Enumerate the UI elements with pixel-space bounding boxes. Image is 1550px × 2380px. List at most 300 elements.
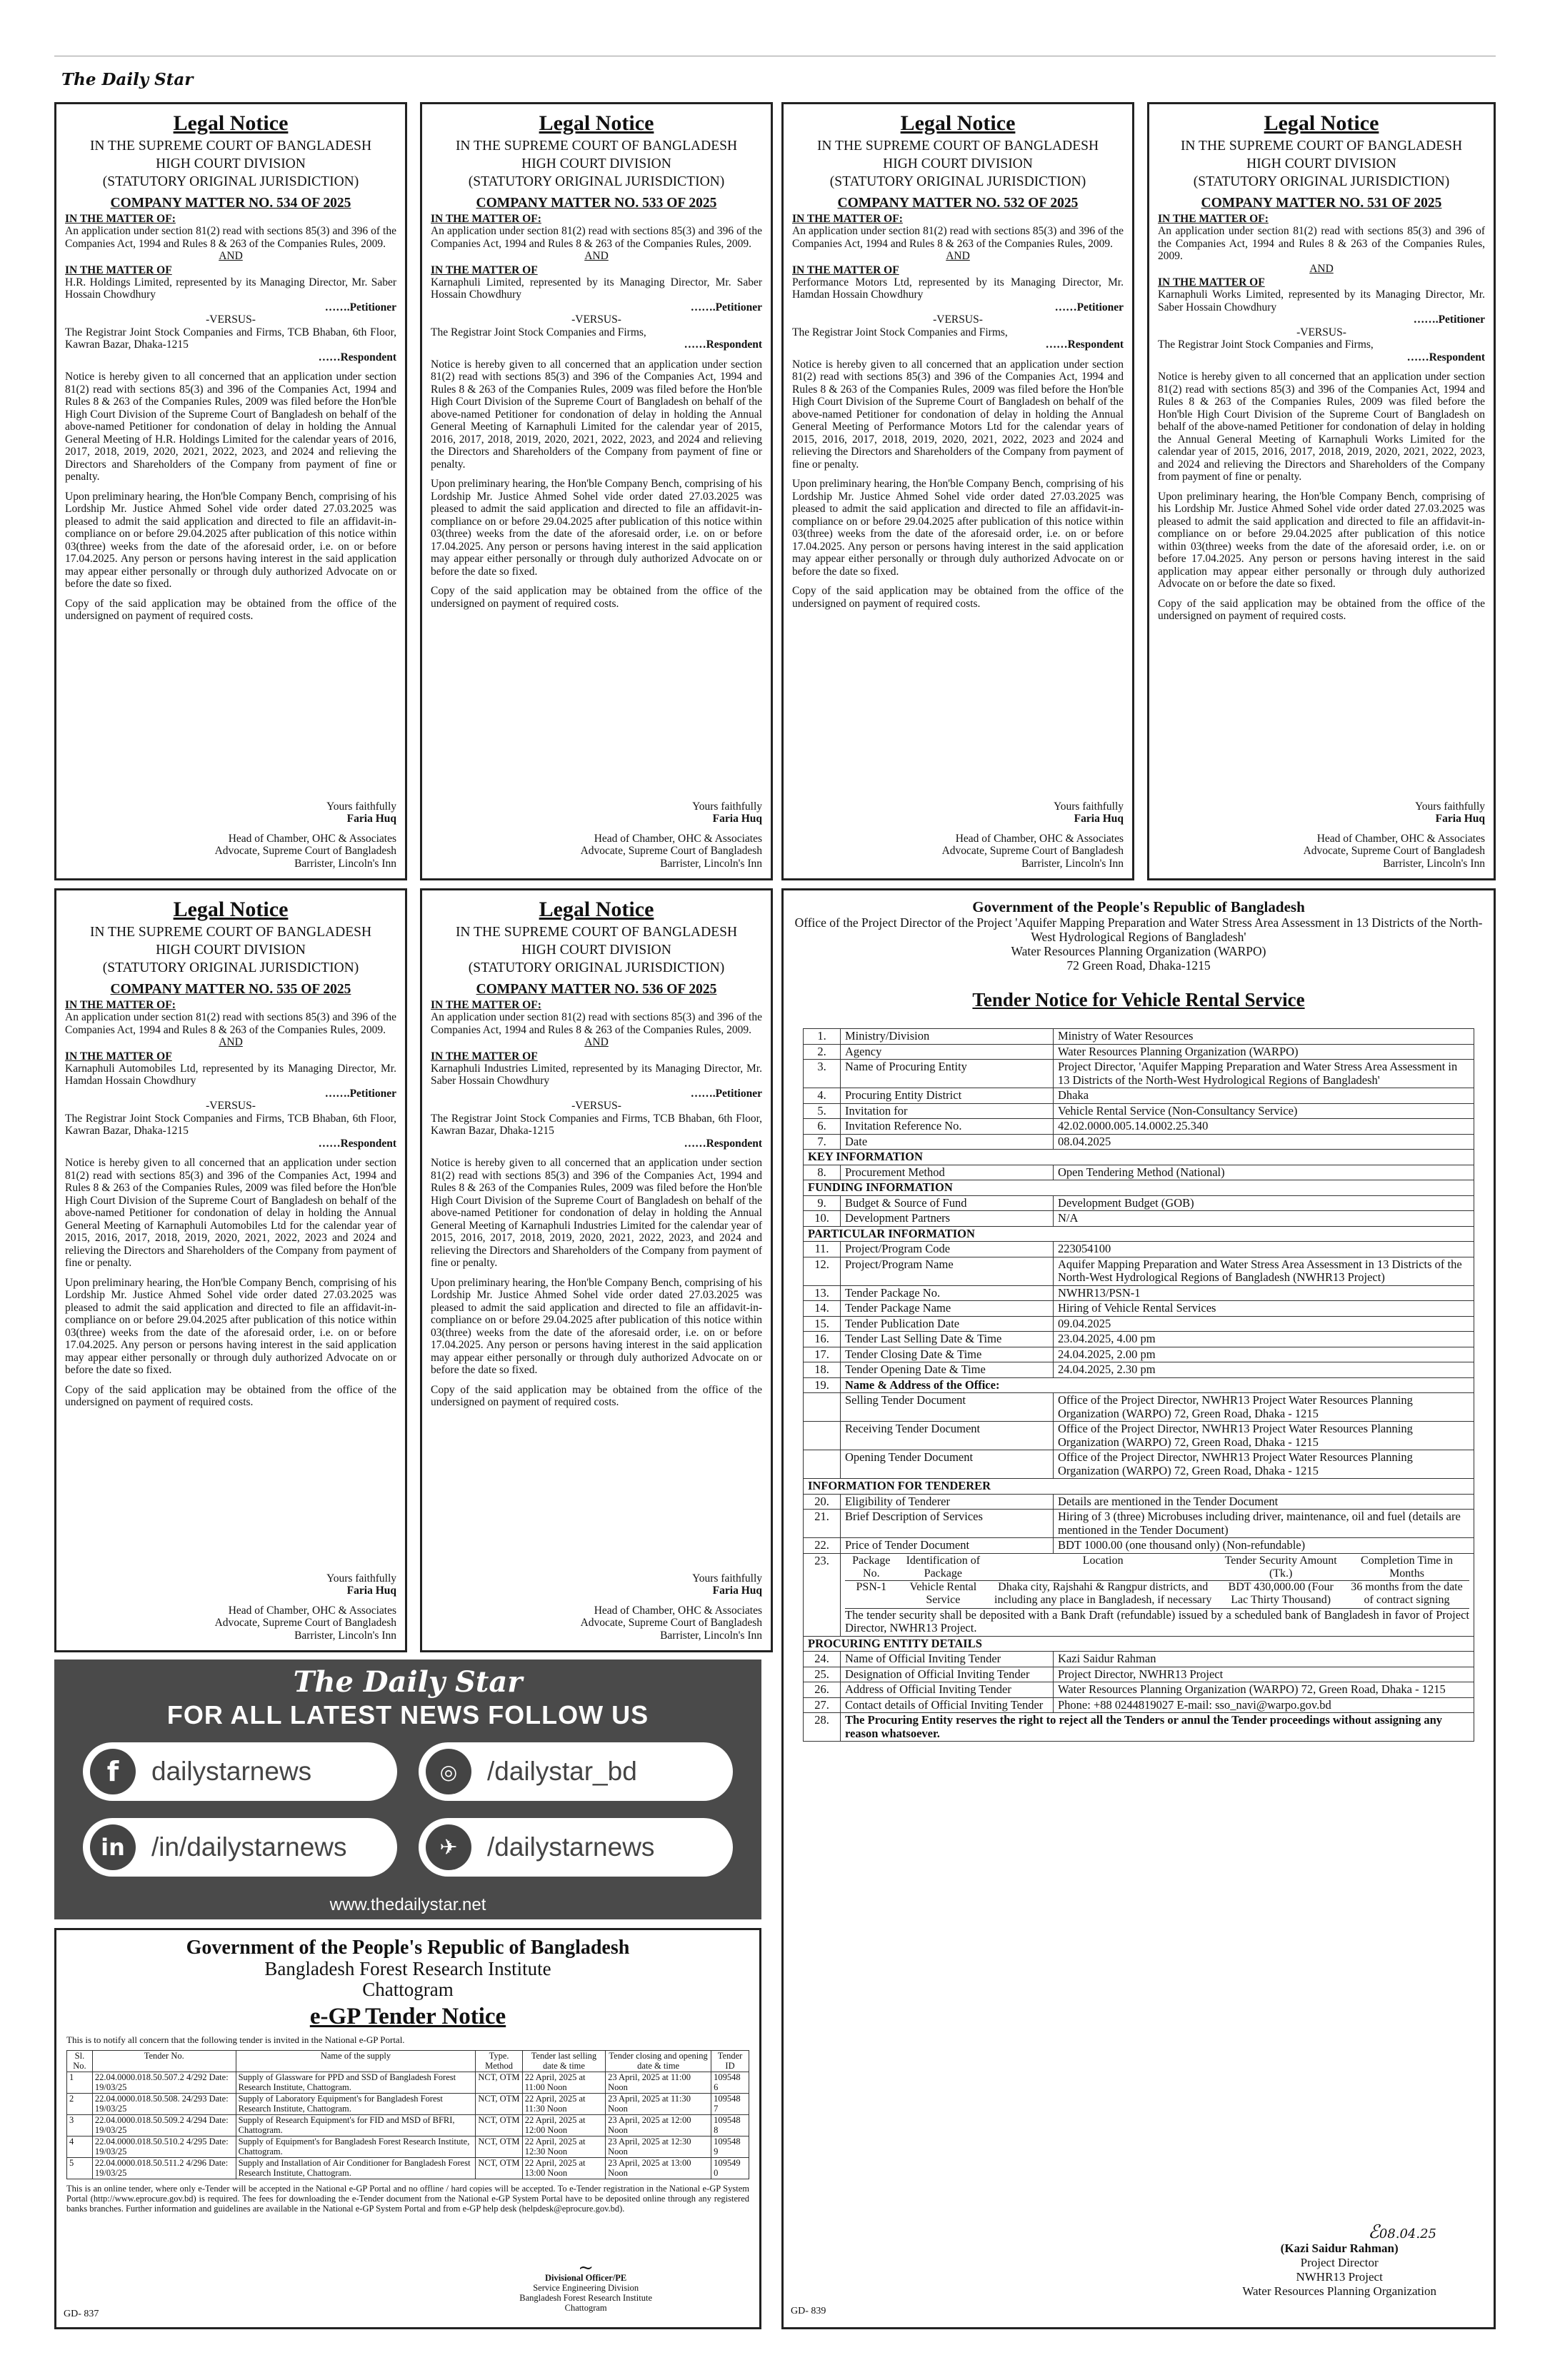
court-line: HIGH COURT DIVISION (1246, 156, 1396, 171)
versus-text: -VERSUS- (571, 313, 621, 326)
row-label: Invitation for (841, 1103, 1054, 1119)
row-number: 28. (804, 1713, 841, 1742)
spacer (1158, 363, 1485, 371)
package-header: Tender Security Amount (Tk.) (1217, 1555, 1344, 1581)
egp-cell: 23 April, 2025 at 12:30 Noon (606, 2137, 711, 2158)
row-number: 8. (804, 1165, 841, 1180)
row-number: 24. (804, 1652, 841, 1667)
signer-line: Head of Chamber, OHC & Associates (228, 1604, 396, 1617)
sign-line: Project Director (1300, 2256, 1379, 2269)
row-number: 1. (804, 1029, 841, 1045)
legal-notice-title: Legal Notice (1264, 111, 1379, 135)
tender-row (804, 1088, 1474, 1104)
row-label: Tender Last Selling Date & Time (841, 1332, 1054, 1347)
sign-line: NWHR13 Project (1296, 2270, 1383, 2284)
versus-text: -VERSUS- (933, 313, 983, 326)
and-text: AND (584, 250, 609, 262)
court-line: IN THE SUPREME COURT OF BANGLADESH (1180, 139, 1463, 154)
and-text: AND (219, 1036, 243, 1048)
row-number: 5. (804, 1103, 841, 1119)
egp-cell: 22.04.0000.018.50.511.2 4/296 Date: 19/03/25 (92, 2158, 236, 2179)
row-value: BDT 1000.00 (one thousand only) (Non-refundable) (1054, 1538, 1474, 1554)
spacer (581, 1597, 762, 1605)
spacer (1158, 591, 1485, 598)
row-value: Project Director, 'Aquifer Mapping Preparation and Water Stress Area Assessment in 13 Districts of the North-West Hydrological Regions of Bangladesh' (1054, 1060, 1474, 1088)
section-heading: INFORMATION FOR TENDERER (804, 1479, 1474, 1495)
respondent-label: ……Respondent (684, 338, 762, 351)
row-value: Project Director, NWHR13 Project (1054, 1667, 1474, 1682)
legal-notice (54, 102, 407, 880)
tender-office: Office of the Project Director of the Project 'Aquifer Mapping Preparation and Water Stress Area Assessment in 13 Districts of the North-West Hydrological Regions of Bangladesh' (794, 915, 1483, 944)
package-row (845, 1580, 1469, 1607)
egp-header-cell: Name of the supply (236, 2051, 476, 2072)
tender-row (804, 1553, 1474, 1636)
spacer (792, 471, 1124, 478)
in-matter-heading: IN THE MATTER OF: (65, 213, 176, 225)
yours-faithfully: Yours faithfully (1415, 800, 1485, 813)
signer-line: Head of Chamber, OHC & Associates (955, 832, 1124, 845)
respondent-label: ……Respondent (684, 1137, 762, 1150)
row-label: Procurement Method (841, 1165, 1054, 1180)
court-line: IN THE SUPREME COURT OF BANGLADESH (816, 139, 1099, 154)
egp-cell: 22.04.0000.018.50.507.2 4/292 Date: 19/03/25 (92, 2072, 236, 2094)
row-number: 7. (804, 1134, 841, 1150)
facebook-icon: f (90, 1749, 136, 1794)
section-heading: PROCURING ENTITY DETAILS (804, 1636, 1474, 1652)
egp-cell: Supply of Glassware for PPD and SSD of Bangladesh Forest Research Institute, Chattogram. (236, 2072, 476, 2094)
row-value: 08.04.2025 (1054, 1134, 1474, 1150)
legal-signature (215, 800, 396, 870)
tender-row (804, 1316, 1474, 1332)
egp-cell: 22.04.0000.018.50.508. 24/293 Date: 19/03/25 (92, 2094, 236, 2115)
row-label: Tender Opening Date & Time (841, 1362, 1054, 1378)
signer-line: Advocate, Supreme Court of Bangladesh (214, 1617, 396, 1629)
signature-mark: ℰ08.04.25 (1368, 2221, 1436, 2243)
court-line: IN THE SUPREME COURT OF BANGLADESH (89, 925, 372, 940)
legal-signature (942, 800, 1124, 870)
tender-row (804, 1044, 1474, 1060)
egp-cell: 109548 7 (711, 2094, 749, 2115)
petitioner-text: Karnaphuli Limited, represented by its Managing Director, Mr. Saber Hossain Chowdhury (431, 276, 762, 301)
petitioner-text: Karnaphuli Industries Limited, represented by its Managing Director, Mr. Saber Hossain Chowdhury (431, 1062, 762, 1087)
respondent-label: ……Respondent (1406, 351, 1485, 363)
promo-logo: The Daily Star (293, 1665, 523, 1699)
section-row (804, 1180, 1474, 1196)
legal-signature (215, 1572, 396, 1642)
egp-header-cell: Sl. No. (67, 2051, 93, 2072)
legal-notice (1147, 102, 1496, 880)
tender-row (804, 1029, 1474, 1045)
row-number: 9. (804, 1195, 841, 1211)
egp-cell: 23 April, 2025 at 11:00 Noon (606, 2072, 711, 2094)
spacer (942, 825, 1124, 833)
row-number: 23. (804, 1553, 841, 1636)
row-number: 2. (804, 1044, 841, 1060)
spacer (1158, 483, 1485, 491)
egp-row (67, 2115, 749, 2137)
row-label: Name of Procuring Entity (841, 1060, 1054, 1088)
copy-paragraph: Copy of the said application may be obtained from the office of the undersigned on payment of required costs. (65, 597, 396, 622)
respondent-text: The Registrar Joint Stock Companies and Firms, TCB Bhaban, 6th Floor, Kawran Bazar, Dhaka-1215 (431, 1112, 762, 1137)
yours-faithfully: Yours faithfully (692, 800, 762, 813)
signer-line: Advocate, Supreme Court of Bangladesh (941, 845, 1124, 857)
blank-cell (804, 1422, 841, 1450)
twitter-link[interactable] (419, 1818, 733, 1877)
egp-sign-line: Bangladesh Forest Research Institute (519, 2293, 652, 2303)
twitter-handle: /dailystarnews (487, 1832, 655, 1862)
tender-row (804, 1242, 1474, 1257)
office-row (804, 1393, 1474, 1422)
signer-line: Advocate, Supreme Court of Bangladesh (1303, 845, 1485, 857)
spacer (431, 471, 762, 478)
daily-star-promo (54, 1660, 761, 1919)
court-line: HIGH COURT DIVISION (156, 943, 306, 958)
office-label: Opening Tender Document (841, 1450, 1054, 1479)
instagram-icon: ◎ (426, 1749, 471, 1794)
yours-faithfully: Yours faithfully (326, 1572, 396, 1585)
signer-line: Advocate, Supreme Court of Bangladesh (580, 1617, 762, 1629)
respondent-text: The Registrar Joint Stock Companies and Firms, (792, 326, 1008, 338)
signer-line: Barrister, Lincoln's Inn (1021, 857, 1124, 870)
egp-cell: 23 April, 2025 at 13:00 Noon (606, 2158, 711, 2179)
legal-signature (1304, 800, 1485, 870)
spacer (65, 1150, 396, 1157)
row-value: 223054100 (1054, 1242, 1474, 1257)
court-line: IN THE SUPREME COURT OF BANGLADESH (89, 139, 372, 154)
tender-row (804, 1667, 1474, 1682)
versus-text: -VERSUS- (206, 1100, 256, 1112)
petitioner-text: Performance Motors Ltd, represented by its Managing Director, Mr. Hamdan Hossain Chowdhury (792, 276, 1124, 301)
and-text: AND (946, 250, 970, 262)
notice-paragraph: Notice is hereby given to all concerned that an application under section 81(2) read with sections 85(3) and 396 of the Companies Act, 1994 and Rules 8 & 263 of the Companies Rules, 2009 was filed before the Hon'ble High Court Division of the Supreme Court of Bangladesh on behalf of the above-named Petitioner for condonation of delay in holding the Annual General Meeting of Karnaphuli Automobiles Ltd for the calendar year of 2015, 2016, 2017, 2018, 2019, 2020, 2021, 2022, 2023 and 2024 and relieving the Directors and Shareholders of the Company from payment of fine or penalty. (65, 1157, 396, 1269)
in-matter-heading: IN THE MATTER OF (792, 263, 899, 276)
spacer (431, 1377, 762, 1384)
spacer (792, 351, 1124, 358)
court-line: HIGH COURT DIVISION (156, 156, 306, 171)
package-header: Identification of Package (898, 1555, 989, 1581)
egp-signature (519, 2257, 652, 2313)
legal-signature (581, 1572, 762, 1642)
facebook-handle: dailystarnews (151, 1757, 312, 1786)
office-value: Office of the Project Director, NWHR13 Project Water Resources Planning Organization (WARPO) 72, Green Road, Dhaka - 1215 (1054, 1422, 1474, 1450)
copy-paragraph: Copy of the said application may be obtained from the office of the undersigned on payment of required costs. (431, 585, 762, 610)
row-number: 6. (804, 1119, 841, 1135)
respondent-text: The Registrar Joint Stock Companies and Firms, TCB Bhaban, 6th Floor, Kawran Bazar, Dhaka-1215 (65, 326, 396, 351)
egp-institute: Bangladesh Forest Research Institute (264, 1958, 551, 1979)
signer-line: Head of Chamber, OHC & Associates (228, 832, 396, 845)
legal-notice-title: Legal Notice (900, 111, 1016, 135)
signer-line: Advocate, Supreme Court of Bangladesh (214, 845, 396, 857)
egp-cell: NCT, OTM (476, 2094, 522, 2115)
promo-headline: FOR ALL LATEST NEWS FOLLOW US (166, 1700, 649, 1729)
hearing-paragraph: Upon preliminary hearing, the Hon'ble Company Bench, comprising of his Lordship Mr. Justice Ahmed Sohel vide order dated 27.03.2025 was pleased to admit the said application and directed to file an affidavit-in-compliance on or before 29.04.2025 after publication of this notice within 03(three) weeks from the date of the aforesaid order, i.e. on or before 17.04.2025. Any person or persons having interest in the said application may appear either personally or through duly authorized Advocate on or before the date so fixed. (65, 1276, 396, 1376)
tender-row (804, 1119, 1474, 1135)
tender-row (804, 1697, 1474, 1713)
row-number: 17. (804, 1347, 841, 1362)
in-matter-heading: IN THE MATTER OF (431, 1050, 538, 1063)
signer-line: Head of Chamber, OHC & Associates (1316, 832, 1485, 845)
egp-cell: 22.04.0000.018.50.509.2 4/294 Date: 19/03/25 (92, 2115, 236, 2137)
notice-paragraph: Notice is hereby given to all concerned that an application under section 81(2) read with sections 85(3) and 396 of the Companies Act, 1994 and Rules 8 & 263 of the Companies Rules, 2009 was filed before the Hon'ble High Court Division of the Supreme Court of Bangladesh on behalf of the above-named Petitioner for condonation of delay in holding the Annual General Meeting of Karnaphuli Limited for the calendar year of 2015, 2016, 2017, 2018, 2019, 2020, 2021, 2022, 2023, and 2024 and relieving the Directors and Shareholders of the Company from payment of fine or penalty. (431, 358, 762, 471)
section-row (804, 1479, 1474, 1495)
masthead-logo: The Daily Star (61, 70, 194, 89)
legal-notice (420, 102, 773, 880)
row-label: Name of Official Inviting Tender (841, 1652, 1054, 1667)
row-label: Tender Package Name (841, 1301, 1054, 1317)
row-number: 4. (804, 1088, 841, 1104)
petitioner-label: …….Petitioner (690, 301, 762, 313)
petitioner-label: …….Petitioner (324, 1087, 396, 1100)
row-label: Ministry/Division (841, 1029, 1054, 1045)
signer-name: Faria Huq (712, 813, 762, 825)
egp-row (67, 2072, 749, 2094)
row-number: 22. (804, 1538, 841, 1554)
reservation-text: The Procuring Entity reserves the right to reject all the Tenders or annul the Tender proceedings without assigning any reason whatsoever. (841, 1713, 1474, 1742)
petitioner-text: Karnaphuli Automobiles Ltd, represented by its Managing Director, Mr. Hamdan Hossain Chowdhury (65, 1062, 396, 1087)
spacer (65, 483, 396, 491)
in-matter-heading: IN THE MATTER OF: (1158, 213, 1269, 225)
respondent-label: ……Respondent (318, 1137, 396, 1150)
egp-sign-line: Chattogram (564, 2303, 607, 2313)
tender-row (804, 1682, 1474, 1698)
application-text: An application under section 81(2) read with sections 85(3) and 396 of the Companies Act, 1994 and Rules 8 & 263 of the Companies Rules, 2009. (792, 225, 1124, 250)
versus-text: -VERSUS- (571, 1100, 621, 1112)
signer-name: Faria Huq (346, 813, 396, 825)
row-label: Procuring Entity District (841, 1088, 1054, 1104)
in-matter-heading: IN THE MATTER OF (431, 263, 538, 276)
signer-line: Barrister, Lincoln's Inn (660, 1629, 762, 1642)
facebook-link[interactable] (83, 1742, 397, 1801)
court-line: (STATUTORY ORIGINAL JURISDICTION) (1193, 174, 1450, 189)
matter-number: COMPANY MATTER NO. 532 OF 2025 (837, 196, 1079, 211)
matter-number: COMPANY MATTER NO. 534 OF 2025 (110, 196, 351, 211)
egp-cell: NCT, OTM (476, 2158, 522, 2179)
tender-row (804, 1285, 1474, 1301)
egp-cell: 22 April, 2025 at 13:00 Noon (522, 2158, 605, 2179)
egp-cell: 22 April, 2025 at 11:30 Noon (522, 2094, 605, 2115)
blank-cell (804, 1450, 841, 1479)
package-cell-value: Dhaka city, Rajshahi & Rangpur districts, and including any place in Bangladesh, if necessary (994, 1580, 1212, 1606)
row-value: Hiring of 3 (three) Microbuses including driver, maintenance, oil and fuel (details are mentioned in the Tender Document) (1054, 1510, 1474, 1538)
tender-row (804, 1510, 1474, 1538)
egp-cell: 109548 8 (711, 2115, 749, 2137)
linkedin-link[interactable] (83, 1818, 397, 1877)
signer-line: Barrister, Lincoln's Inn (294, 857, 396, 870)
package-cell-value: PSN-1 (856, 1580, 887, 1593)
row-number: 14. (804, 1301, 841, 1317)
row-label: Development Partners (841, 1211, 1054, 1227)
matter-number: COMPANY MATTER NO. 533 OF 2025 (476, 196, 717, 211)
row-value: Vehicle Rental Service (Non-Consultancy Service) (1054, 1103, 1474, 1119)
spacer (792, 578, 1124, 585)
sign-name: (Kazi Saidur Rahman) (1280, 2241, 1399, 2255)
row-number: 15. (804, 1316, 841, 1332)
package-note: The tender security shall be deposited with a Bank Draft (refundable) issued by a scheduled bank of Bangladesh in favor of Project Director, NWHR13 Project. (845, 1607, 1469, 1635)
row-label: Tender Closing Date & Time (841, 1347, 1054, 1362)
office-value: Office of the Project Director, NWHR13 Project Water Resources Planning Organization (WARPO) 72, Green Road, Dhaka - 1215 (1054, 1393, 1474, 1422)
egp-cell: NCT, OTM (476, 2115, 522, 2137)
egp-cell: NCT, OTM (476, 2072, 522, 2094)
blank-cell (804, 1393, 841, 1422)
notice-paragraph: Notice is hereby given to all concerned that an application under section 81(2) read with sections 85(3) and 396 of the Companies Act, 1994 and Rules 8 & 263 of the Companies Rules, 2009 was filed before the Hon'ble High Court Division of the Supreme Court of Bangladesh on behalf of the above-named Petitioner for condonation of delay in holding the Annual General Meeting of Performance Motors Ltd for the calendar years of 2015, 2016, 2017, 2018, 2019, 2020, 2021, 2022, 2023 and 2024 and relieving the Directors and Shareholders of the Company from payment of fine or penalty. (792, 358, 1124, 471)
row-value: 24.04.2025, 2.00 pm (1054, 1347, 1474, 1362)
legal-notice (420, 888, 773, 1652)
tender-row (804, 1377, 1474, 1393)
spacer (1304, 825, 1485, 833)
versus-text: -VERSUS- (206, 313, 256, 326)
package-cell-value: 36 months from the date of contract signing (1351, 1580, 1463, 1606)
spacer (431, 351, 762, 358)
petitioner-label: …….Petitioner (690, 1087, 762, 1100)
egp-sign-title: Divisional Officer/PE (545, 2273, 627, 2283)
row-number: 27. (804, 1697, 841, 1713)
section-heading: PARTICULAR INFORMATION (804, 1226, 1474, 1242)
egp-header-cell: Tender last selling date & time (522, 2051, 605, 2072)
signer-line: Barrister, Lincoln's Inn (660, 857, 762, 870)
egp-cell: 22.04.0000.018.50.510.2 4/295 Date: 19/03/25 (92, 2137, 236, 2158)
package-table (845, 1555, 1469, 1607)
in-matter-heading: IN THE MATTER OF (1158, 276, 1265, 288)
egp-header-cell: Tender closing and opening date & time (606, 2051, 711, 2072)
hearing-paragraph: Upon preliminary hearing, the Hon'ble Company Bench, comprising of his Lordship Mr. Justice Ahmed Sohel vide order dated 27.03.2025 was pleased to admit the said application and directed to file an affidavit-in-compliance on or before 29.04.2025 after publication of this notice within 03(three) weeks from the date of the aforesaid order, i.e. on or before 17.04.2025. Any person or persons having interest in the said application may appear either personally or through duly authorized Advocate on or before the date so fixed. (1158, 490, 1485, 590)
package-cell (841, 1553, 1474, 1636)
row-value: Hiring of Vehicle Rental Services (1054, 1301, 1474, 1317)
row-label: Tender Package No. (841, 1285, 1054, 1301)
court-line: HIGH COURT DIVISION (521, 943, 671, 958)
respondent-text: The Registrar Joint Stock Companies and Firms, TCB Bhaban, 6th Floor, Kawran Bazar, Dhaka-1215 (65, 1112, 396, 1137)
row-value: 09.04.2025 (1054, 1316, 1474, 1332)
matter-number: COMPANY MATTER NO. 531 OF 2025 (1201, 196, 1442, 211)
section-heading: KEY INFORMATION (804, 1150, 1474, 1165)
package-header: Location (989, 1555, 1217, 1581)
tender-title: Tender Notice for Vehicle Rental Service (972, 989, 1305, 1010)
row-label: Name & Address of the Office: (841, 1377, 1474, 1393)
copy-paragraph: Copy of the said application may be obtained from the office of the undersigned on payment of required costs. (65, 1383, 396, 1408)
application-text: An application under section 81(2) read with sections 85(3) and 396 of the Companies Act, 1994 and Rules 8 & 263 of the Companies Rules, 2009. (65, 1011, 396, 1036)
versus-text: -VERSUS- (1296, 326, 1346, 338)
tender-row (804, 1362, 1474, 1378)
egp-city: Chattogram (362, 1979, 454, 2000)
tender-row (804, 1165, 1474, 1180)
egp-cell: 109549 0 (711, 2158, 749, 2179)
sign-line: Water Resources Planning Organization (1242, 2284, 1436, 2298)
notice-paragraph: Notice is hereby given to all concerned that an application under section 81(2) read with sections 85(3) and 396 of the Companies Act, 1994 and Rules 8 & 263 of the Companies Rules, 2009 was filed before the Hon'ble High Court Division of the Supreme Court of Bangladesh on behalf of the above-named Petitioner for condonation of delay in holding the Annual General Meeting of Karnaphuli Industries Limited for the calendar year of 2015, 2016, 2017, 2018, 2019, 2020, 2021, 2022, 2023, and 2024 and relieving the Directors and Shareholders of the Company from payment of fine or penalty. (431, 1157, 762, 1269)
legal-notice-title: Legal Notice (173, 898, 289, 921)
spacer (215, 825, 396, 833)
row-value: Kazi Saidur Rahman (1054, 1652, 1474, 1667)
signer-line: Barrister, Lincoln's Inn (1383, 857, 1485, 870)
egp-header-cell: Tender ID (711, 2051, 749, 2072)
tender-address: 72 Green Road, Dhaka-1215 (1066, 958, 1211, 973)
row-label: Invitation Reference No. (841, 1119, 1054, 1135)
office-value: Office of the Project Director, NWHR13 Project Water Resources Planning Organization (WARPO) 72, Green Road, Dhaka - 1215 (1054, 1450, 1474, 1479)
signer-name: Faria Huq (1435, 813, 1485, 825)
spacer (65, 363, 396, 371)
egp-row (67, 2137, 749, 2158)
row-value: Development Budget (GOB) (1054, 1195, 1474, 1211)
legal-signature (581, 800, 762, 870)
copy-paragraph: Copy of the said application may be obtained from the office of the undersigned on payment of required costs. (792, 585, 1124, 610)
hearing-paragraph: Upon preliminary hearing, the Hon'ble Company Bench, comprising of his Lordship Mr. Justice Ahmed Sohel vide order dated 27.03.2025 was pleased to admit the said application and directed to file an affidavit-in-compliance on or before 29.04.2025 after publication of this notice within 03(three) weeks from the date of the aforesaid order, i.e. on or before 17.04.2025. Any person or persons having interest in the said application may appear either personally or through duly authorized Advocate on or before the date so fixed. (431, 478, 762, 578)
tender-row (804, 1134, 1474, 1150)
row-value: Details are mentioned in the Tender Document (1054, 1494, 1474, 1510)
egp-row (67, 2094, 749, 2115)
petitioner-text: H.R. Holdings Limited, represented by its Managing Director, Mr. Saber Hossain Chowdhury (65, 276, 396, 301)
egp-government: Government of the People's Republic of Bangladesh (186, 1937, 630, 1959)
signer-line: Advocate, Supreme Court of Bangladesh (580, 845, 762, 857)
row-label: Designation of Official Inviting Tender (841, 1667, 1054, 1682)
promo-url[interactable]: www.thedailystar.net (329, 1895, 486, 1914)
egp-tender-notice (54, 1928, 761, 2329)
tender-row (804, 1332, 1474, 1347)
respondent-label: ……Respondent (1045, 338, 1124, 351)
tender-table (803, 1028, 1474, 1742)
section-row (804, 1150, 1474, 1165)
court-line: IN THE SUPREME COURT OF BANGLADESH (455, 925, 738, 940)
signer-name: Faria Huq (1074, 813, 1124, 825)
tender-row (804, 1103, 1474, 1119)
spacer (431, 578, 762, 585)
petitioner-label: …….Petitioner (1413, 313, 1485, 326)
egp-cell: 22 April, 2025 at 11:00 Noon (522, 2072, 605, 2094)
office-label: Selling Tender Document (841, 1393, 1054, 1422)
petitioner-text: Karnaphuli Works Limited, represented by its Managing Director, Mr. Saber Hossain Chowdhury (1158, 288, 1485, 313)
court-line: (STATUTORY ORIGINAL JURISDICTION) (102, 960, 359, 975)
egp-cell: Supply of Research Equipment's for FID and MSD of BFRI, Chattogram. (236, 2115, 476, 2137)
egp-table (66, 2050, 749, 2179)
egp-title: e-GP Tender Notice (309, 2004, 506, 2029)
row-label: Date (841, 1134, 1054, 1150)
signer-name: Faria Huq (712, 1585, 762, 1597)
and-text: AND (219, 250, 243, 262)
court-line: (STATUTORY ORIGINAL JURISDICTION) (102, 174, 359, 189)
row-label: Eligibility of Tenderer (841, 1494, 1054, 1510)
row-label: Budget & Source of Fund (841, 1195, 1054, 1211)
row-value: 23.04.2025, 4.00 pm (1054, 1332, 1474, 1347)
row-label: Brief Description of Services (841, 1510, 1054, 1538)
row-label: Contact details of Official Inviting Tender (841, 1697, 1054, 1713)
court-line: (STATUTORY ORIGINAL JURISDICTION) (468, 174, 725, 189)
signer-line: Barrister, Lincoln's Inn (294, 1629, 396, 1642)
row-value: 24.04.2025, 2.30 pm (1054, 1362, 1474, 1378)
egp-note: This is an online tender, where only e-Tender will be accepted in the National e-GP Portal and no offline / hard copies will be accepted. To e-Tender registration in the National e-GP System Portal (http://www.eprocure.gov.bd) is required. The fees for downloading the e-Tender document from the National e-GP System Portal have to be deposited online through any registered banks branches. Further information and guidelines are available in the National e-GP System Portal and from e-GP help desk (helpdesk@eprocure.gov.bd). (66, 2184, 749, 2214)
petitioner-label: ……Petitioner (1054, 301, 1124, 313)
legal-notice (54, 888, 407, 1652)
egp-cell: 22 April, 2025 at 12:00 Noon (522, 2115, 605, 2137)
and-text: AND (584, 1036, 609, 1048)
row-label: Project/Program Name (841, 1257, 1054, 1285)
row-value: Water Resources Planning Organization (WARPO) 72, Green Road, Dhaka - 1215 (1054, 1682, 1474, 1698)
package-header: Package No. (845, 1555, 898, 1581)
spacer (581, 825, 762, 833)
signer-name: Faria Huq (346, 1585, 396, 1597)
legal-notice (781, 102, 1134, 880)
petitioner-label: …….Petitioner (324, 301, 396, 313)
row-value: Open Tendering Method (National) (1054, 1165, 1474, 1180)
signer-line: Head of Chamber, OHC & Associates (594, 1604, 762, 1617)
spacer (65, 1377, 396, 1384)
package-cell-value: BDT 430,000.00 (Four Lac Thirty Thousand) (1228, 1580, 1334, 1606)
in-matter-heading: IN THE MATTER OF (65, 263, 172, 276)
signer-line: Head of Chamber, OHC & Associates (594, 832, 762, 845)
instagram-link[interactable] (419, 1742, 733, 1801)
row-value: N/A (1054, 1211, 1474, 1227)
legal-notice-title: Legal Notice (173, 111, 289, 135)
egp-cell: Supply and Installation of Air Conditioner for Bangladesh Forest Research Institute, Chattogram. (236, 2158, 476, 2179)
tender-row (804, 1301, 1474, 1317)
tender-row (804, 1211, 1474, 1227)
instagram-handle: /dailystar_bd (487, 1757, 637, 1786)
